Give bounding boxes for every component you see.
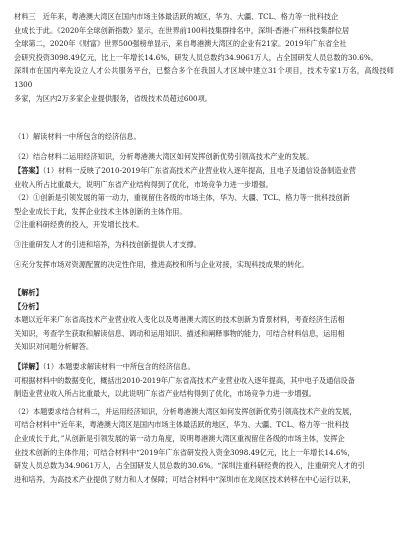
analysis-label: 【解析】 [14, 288, 43, 297]
questions-section [14, 130, 394, 163]
material-line: 会研究投资3098.49亿元，比上一年增长14.6%，研发人员总数约34.9061万人，占全国研发人员总数的30.6%。 [14, 52, 378, 62]
question-1: （1）解读材料一中所包含的经济信息。 [14, 132, 141, 141]
detail-line: （1）本题要求解读材料一中所包含的经济信息。 [42, 362, 195, 371]
material-line: 多家，为区内2万多家企业提供服务，省级技术员超过600项。 [14, 93, 212, 103]
detail-line: （2）本题要求结合材料二，并运用经济知识，分析粤港澳大湾区如何发挥创新优势引领高技术产业的发展， [14, 406, 357, 416]
answer-line: ②注重科研经费的投入，开发增长技术。 [14, 220, 144, 230]
analysis-line: 关知识，考查学生获取和解读信息、调动和运用知识、描述和阐释事物的能力，可结合材料信息，运用相 [14, 328, 345, 338]
detail-line: 业技术创新的主体作用；可结合材料中“2019年广东省研发投入资金3098.49亿元，比上一年增长14.6%， [14, 447, 355, 457]
detail-line: 研发人员总数为34.9061万人，占全国研发人员总数的30.6%。“深圳注重科研经费的投入，注重研究人才的引 [14, 461, 365, 471]
detail-label: 【详解】 [14, 362, 43, 371]
analysis-sublabel: 【分析】 [14, 301, 43, 311]
answer-line: 型企业成长于此，发挥企业技术主体创新的主体作用。 [14, 206, 187, 216]
material-line: 业成长于此。《2020年全球创新指数》显示，在世界前100科技集群排名中，深圳-香港-广州科技集群位居 [14, 25, 350, 35]
detail-line: 可结合材料中“近年来，粤港澳大湾区是国内市场主体最活跃的地区，华为、大疆、TCL、格力等一批科技 [14, 420, 349, 430]
analysis-line: 本题以近年来广东省高技术产业营业收入变化以及粤港澳大湾区的技术创新为背景材料，考查经济生活相 [14, 315, 345, 325]
detail-line: 进和培养，为高技术产业提供了财力和人才保障；可结合材料中“深圳市在龙岗区技术转移在中心运行以来， [14, 474, 356, 484]
answer-line: （1）材料一反映了2010-2019年广东省高技术产业营业收入逐年提高，且电子及通信设备制造业营 [42, 166, 356, 175]
material-line: 材料三 近年来，粤港澳大湾区在国内市场主体最活跃的城区，华为、大疆、TCL、格力等一批科技企 [14, 12, 339, 21]
analysis-section [14, 286, 394, 354]
question-2: （2）结合材料二运用经济知识，分析粤港澳大湾区如何发挥创新优势引领高技术产业的发展。 [14, 151, 314, 161]
material-line: 深圳市在国内率先设立人才公共服务平台，已整合多个在我国人才区域中建立31个项目，技术专家1万名，高级技师1300 [14, 66, 394, 89]
detail-line: 制造业营业收入所占比重最大，以此说明广东省产业结构得到了优化，市场竞争力进一步增强。 [14, 389, 316, 399]
detail-section [14, 360, 394, 486]
detail-line: 企业成长于此，”从创新是引领发展的第一动力角度，说明粤港澳大湾区重视留住各级的市场主体，发挥企 [14, 433, 345, 443]
answer-line: 业收入所占比重最大，说明广东省产业结构得到了优化，市场竞争力进一步增强。 [14, 179, 273, 189]
answer-section [14, 164, 394, 271]
detail-line: 可根据材料中的数据变化，概括出2010-2019年广东省高技术产业营业收入逐年提高，其中电子及通信设备 [14, 375, 355, 385]
answer-line: ③注重研发人才的引进和培养，为科技创新提供人才支撑。 [14, 239, 201, 249]
analysis-line: 关知识对问题分析解答。 [14, 342, 94, 352]
material-line: 全球第二，2020年《财富》世界500强榜单显示，来自粤港澳大湾区的企业有21家。2019年广东省全社 [14, 39, 347, 49]
answer-line: （2）①创新是引领发展的第一动力，重视留住各级的市场主体，华为、大疆、TCL、格力等一批科技创新 [14, 193, 350, 203]
answer-label: 【答案】 [14, 166, 43, 175]
material-section [14, 10, 394, 105]
answer-line: ④充分发挥市场对资源配置的决定性作用，推进高校和所与企业对接，实现科技成果的转化。 [14, 259, 309, 269]
